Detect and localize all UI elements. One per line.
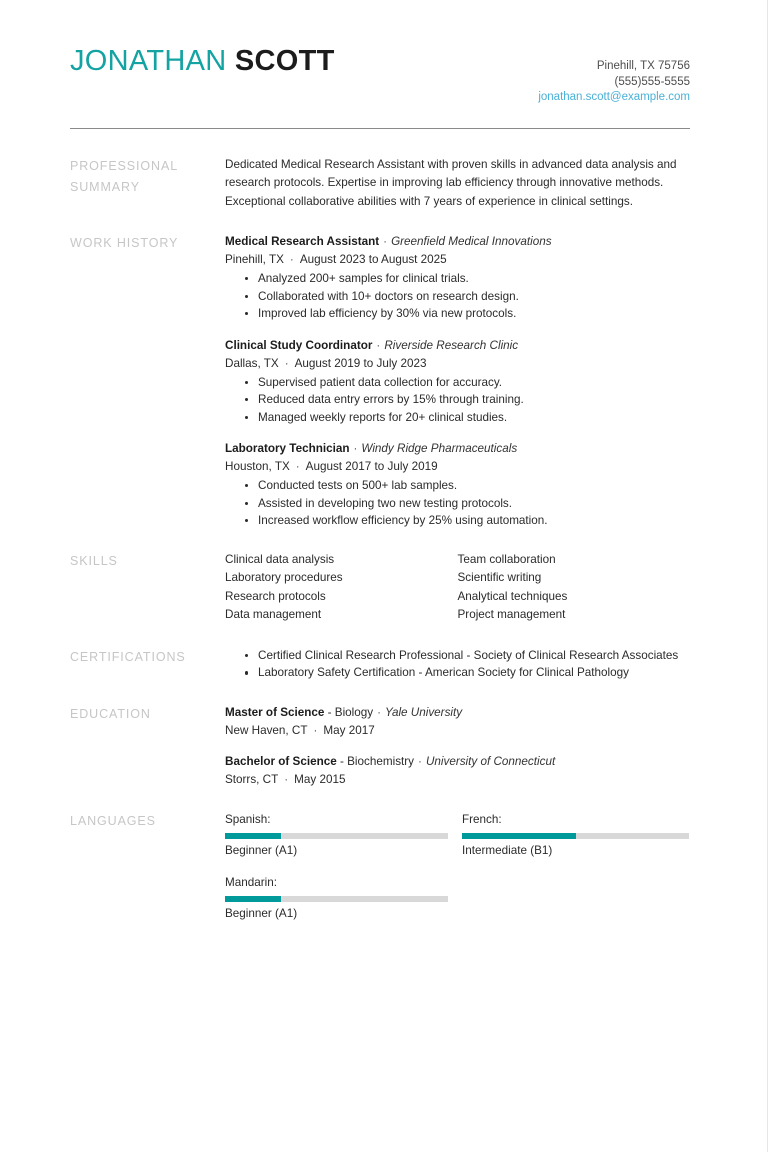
section-work-history — [70, 233, 690, 530]
job-location: Pinehill, TX — [225, 253, 284, 266]
education-school: University of Connecticut — [425, 754, 556, 768]
job-meta-separator-icon: · — [284, 356, 289, 370]
language-proficiency-fill — [225, 896, 281, 902]
skill-item: Clinical data analysis — [225, 552, 335, 566]
section-label-certifications: CERTIFICATIONS — [70, 649, 186, 664]
job-location: Dallas, TX — [225, 356, 279, 370]
education-entry — [225, 704, 690, 740]
certification-list — [225, 647, 690, 682]
job-dates: August 2017 to July 2019 — [305, 460, 438, 473]
job-title: Laboratory Technician — [225, 442, 350, 455]
section-label-skills: SKILLS — [70, 553, 118, 568]
section-label-education: EDUCATION — [70, 706, 151, 721]
language-level: Beginner (A1) — [225, 906, 298, 920]
resume-content — [70, 46, 690, 937]
job-bullet: Assisted in developing two new testing protocols. — [245, 495, 690, 513]
contact-location: Pinehill, TX 75756 — [596, 60, 690, 72]
language-name: French: — [462, 812, 502, 826]
job-bullet: Supervised patient data collection for accuracy. — [245, 374, 690, 392]
language-entry — [225, 874, 448, 923]
skill-item: Project management — [457, 608, 566, 622]
education-heading — [225, 704, 690, 722]
job-dates: August 2023 to August 2025 — [299, 253, 447, 266]
section-certifications — [70, 647, 690, 682]
education-major: - Biology — [327, 705, 374, 719]
job-bullet-list — [225, 374, 690, 427]
education-heading — [225, 753, 690, 771]
job-bullet-list — [225, 270, 690, 323]
job-bullet: Increased workflow efficiency by 25% using automation. — [245, 512, 690, 530]
first-name: JONATHAN — [70, 45, 227, 77]
skills-column-left — [225, 551, 458, 625]
certification-item: Certified Clinical Research Professional - Society of Clinical Research Associates — [245, 647, 690, 665]
section-languages — [70, 811, 690, 937]
education-meta-separator-icon: · — [284, 772, 289, 786]
job-meta-separator-icon: · — [289, 253, 294, 266]
language-proficiency-track — [225, 896, 448, 902]
last-name: SCOTT — [234, 45, 335, 77]
education-separator-icon: · — [418, 754, 422, 768]
job-separator-icon: · — [353, 442, 358, 455]
contact-email[interactable]: jonathan.scott@example.com — [538, 91, 690, 103]
job-entry — [225, 440, 690, 530]
job-meta — [225, 251, 690, 269]
education-entry — [225, 753, 690, 789]
header-divider — [70, 128, 690, 129]
education-meta-separator-icon: · — [313, 723, 318, 737]
language-proficiency-fill — [225, 833, 281, 839]
section-education — [70, 704, 690, 789]
section-label-professional-summary: PROFESSIONAL SUMMARY — [70, 158, 178, 194]
job-bullet-list — [225, 477, 690, 530]
job-bullet: Conducted tests on 500+ lab samples. — [245, 477, 690, 495]
resume-header — [70, 46, 690, 106]
language-proficiency-track — [225, 833, 448, 839]
languages-grid — [225, 811, 689, 937]
job-location: Houston, TX — [225, 460, 290, 473]
job-bullet: Reduced data entry errors by 15% through training. — [245, 391, 690, 409]
section-label-work-history: WORK HISTORY — [70, 236, 179, 250]
job-bullet: Analyzed 200+ samples for clinical trials. — [245, 270, 690, 288]
skills-grid — [225, 551, 690, 625]
education-degree: Bachelor of Science — [225, 754, 337, 768]
language-proficiency-track — [462, 833, 689, 839]
education-date: May 2015 — [294, 772, 346, 786]
job-meta — [225, 458, 690, 476]
section-skills — [70, 551, 690, 625]
job-separator-icon: · — [376, 338, 381, 352]
education-school: Yale University — [385, 705, 463, 719]
education-location: Storrs, CT — [225, 772, 279, 786]
job-heading — [225, 440, 690, 458]
skills-column-right — [458, 551, 691, 625]
skill-item: Data management — [225, 608, 322, 622]
skill-item: Team collaboration — [457, 552, 556, 566]
language-level: Beginner (A1) — [225, 843, 298, 857]
education-separator-icon: · — [377, 705, 382, 719]
section-label-languages: LANGUAGES — [70, 813, 156, 828]
job-title: Clinical Study Coordinator — [225, 338, 373, 352]
job-company: Windy Ridge Pharmaceuticals — [361, 442, 518, 455]
job-entry — [225, 233, 690, 323]
section-professional-summary — [70, 156, 690, 212]
job-bullet: Collaborated with 10+ doctors on research design. — [245, 288, 690, 306]
job-bullet: Managed weekly reports for 20+ clinical studies. — [245, 409, 690, 427]
language-name: Mandarin: — [225, 875, 277, 889]
education-location: New Haven, CT — [225, 723, 308, 737]
job-heading — [225, 233, 690, 251]
language-entry — [462, 811, 685, 860]
education-degree: Master of Science — [225, 705, 325, 719]
job-company: Riverside Research Clinic — [384, 338, 519, 352]
job-bullet: Improved lab efficiency by 30% via new protocols. — [245, 305, 690, 323]
skill-item: Research protocols — [225, 589, 326, 603]
job-company: Greenfield Medical Innovations — [391, 235, 552, 248]
language-level: Intermediate (B1) — [462, 843, 553, 857]
contact-block — [538, 46, 690, 106]
summary-text: Dedicated Medical Research Assistant with proven skills in advanced data analysis and research protocols. Expertise in improving lab efficiency through innovative methods. Exceptional collaborative abilities with 7 years of experience in clinical settings. — [225, 157, 677, 208]
job-separator-icon: · — [383, 235, 388, 248]
contact-phone[interactable]: (555)555-5555 — [614, 75, 690, 88]
language-entry — [225, 811, 448, 860]
job-meta — [225, 355, 690, 373]
skill-item: Analytical techniques — [457, 589, 568, 603]
job-meta-separator-icon: · — [295, 460, 300, 473]
education-major: - Biochemistry — [339, 754, 415, 768]
education-meta — [225, 771, 690, 789]
language-proficiency-fill — [462, 833, 576, 839]
job-heading — [225, 337, 690, 355]
job-dates: August 2019 to July 2023 — [294, 356, 427, 370]
language-name: Spanish: — [225, 812, 271, 826]
skill-item: Scientific writing — [457, 571, 542, 585]
job-title: Medical Research Assistant — [225, 235, 380, 248]
education-date: May 2017 — [323, 723, 375, 737]
job-entry — [225, 337, 690, 427]
certification-item: Laboratory Safety Certification - American Society for Clinical Pathology — [245, 664, 690, 682]
full-name — [70, 46, 335, 78]
skill-item: Laboratory procedures — [225, 571, 343, 585]
education-meta — [225, 722, 690, 740]
